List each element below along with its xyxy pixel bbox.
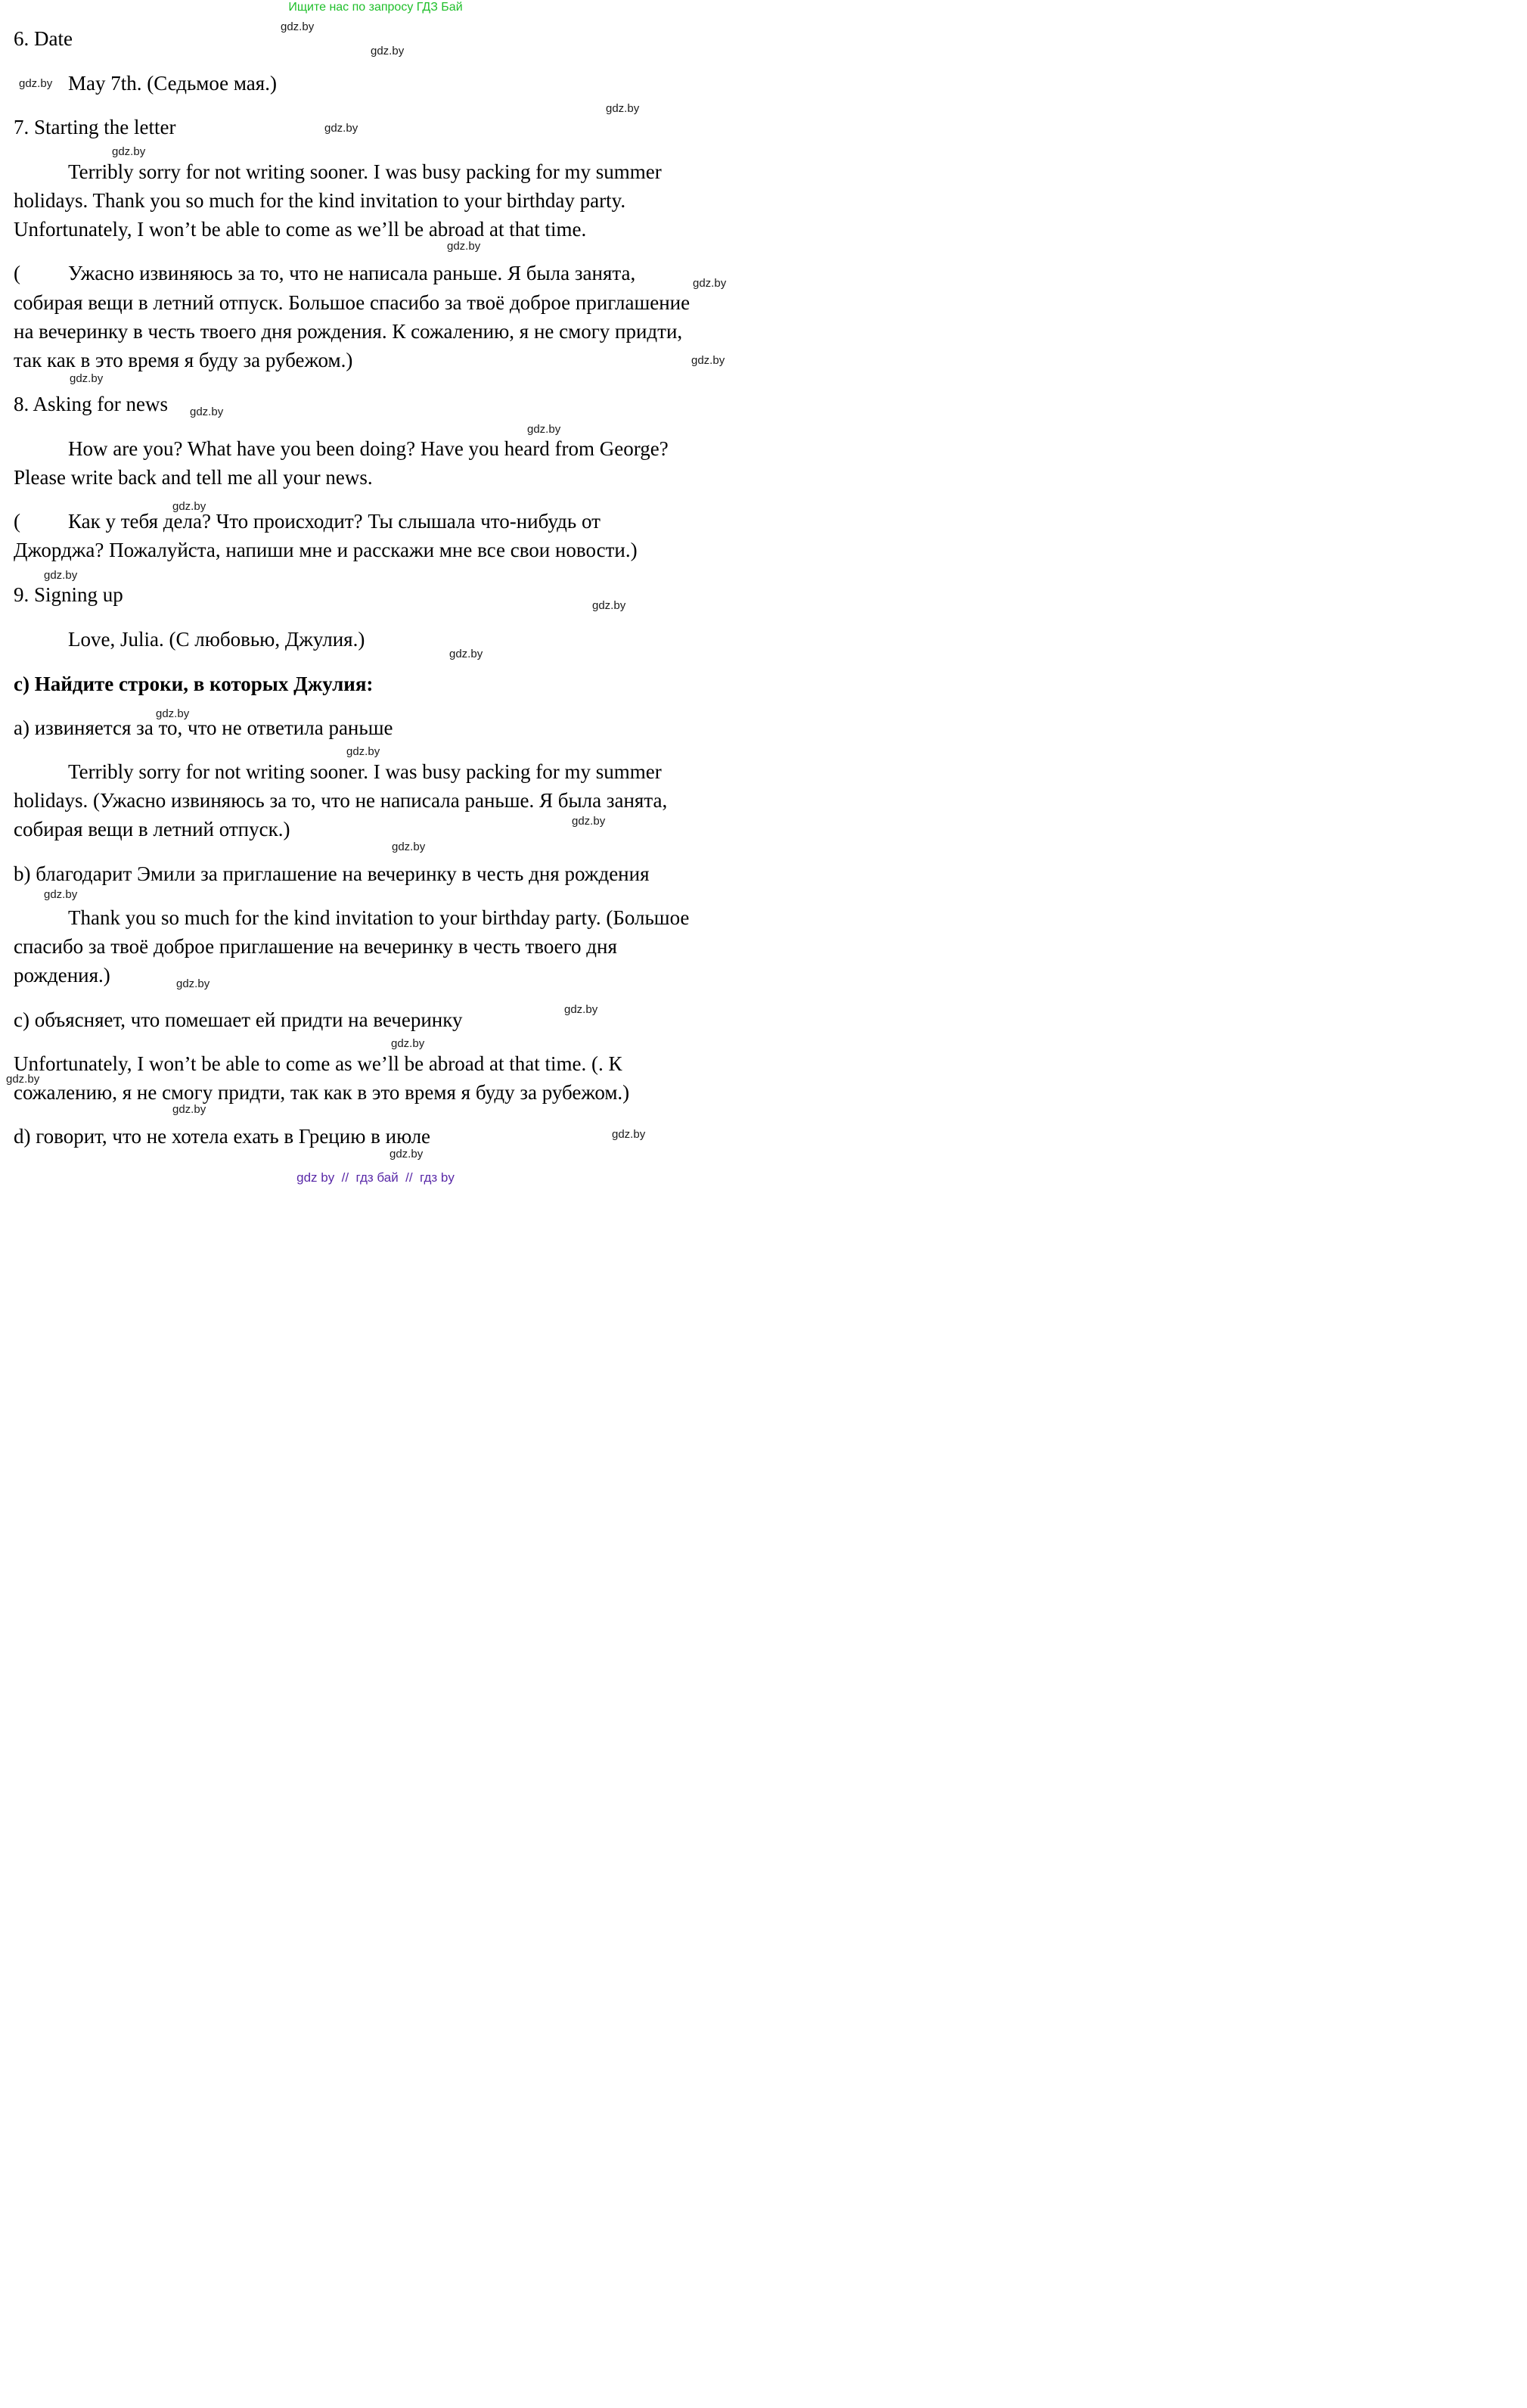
footer-links[interactable]: gdz by // гдз бай // гдз by: [296, 1170, 455, 1185]
watermark: gdz.by: [172, 500, 206, 513]
watermark: gdz.by: [392, 840, 426, 853]
date-text: May 7th. (Седьмое мая.): [68, 72, 277, 95]
text-line: holidays. Thank you so much for the kind invitation to your birthday party.: [14, 189, 626, 212]
top-banner: Ищите нас по запросу ГДЗ Бай: [288, 1, 463, 14]
text-line: Unfortunately, I won’t be able to come as we’ll be abroad at that time.: [14, 218, 587, 241]
paren-open: (: [14, 262, 20, 284]
watermark: gdz.by: [391, 1037, 425, 1050]
text-line: Unfortunately, I won’t be able to come as we’ll be abroad at that time. (. К: [14, 1052, 622, 1075]
watermark: gdz.by: [44, 569, 78, 582]
heading-signing-up: 9. Signing up: [14, 583, 123, 606]
text-line: Джорджа? Пожалуйста, напиши мне и расскажи мне все свои новости.): [14, 539, 638, 561]
watermark: gdz.by: [447, 240, 481, 253]
text-line: Ужасно извиняюсь за то, что не написала раньше. Я была занята,: [68, 262, 636, 284]
task-item-c: c) объясняет, что помешает ей придти на вечеринку: [14, 1008, 463, 1031]
watermark: gdz.by: [564, 1003, 598, 1016]
text-line: How are you? What have you been doing? Have you heard from George?: [68, 437, 669, 460]
watermark: gdz.by: [190, 405, 224, 418]
watermark: gdz.by: [572, 815, 606, 828]
task-item-d: d) говорит, что не хотела ехать в Грецию в июле: [14, 1125, 431, 1148]
text-line: рождения.): [14, 964, 110, 987]
text-line: на вечеринку в честь твоего дня рождения. К сожалению, я не смогу придти,: [14, 320, 683, 343]
watermark: gdz.by: [390, 1148, 424, 1161]
heading-asking-news: 8. Asking for news: [14, 393, 168, 415]
watermark: gdz.by: [527, 423, 561, 436]
paren-open: (: [14, 510, 20, 533]
text-line: Thank you so much for the kind invitation to your birthday party. (Большое: [68, 906, 690, 929]
heading-starting-letter: 7. Starting the letter: [14, 116, 176, 138]
watermark: gdz.by: [371, 45, 405, 57]
text-line: собирая вещи в летний отпуск. Большое спасибо за твоё доброе приглашение: [14, 291, 691, 314]
text-line: так как в это время я буду за рубежом.): [14, 349, 353, 371]
text-line: holidays. (Ужасно извиняюсь за то, что не написала раньше. Я была занята,: [14, 789, 668, 812]
watermark: gdz.by: [281, 20, 315, 33]
text-line: Please write back and tell me all your news.: [14, 466, 373, 489]
watermark: gdz.by: [156, 707, 190, 720]
watermark: gdz.by: [6, 1073, 40, 1086]
watermark: gdz.by: [70, 372, 104, 385]
heading-date: 6. Date: [14, 27, 73, 50]
text-line: Как у тебя дела? Что происходит? Ты слышала что-нибудь от: [68, 510, 601, 533]
text-line: Terribly sorry for not writing sooner. I was busy packing for my summer: [68, 760, 662, 783]
watermark: gdz.by: [324, 122, 358, 135]
watermark: gdz.by: [606, 102, 640, 115]
watermark: gdz.by: [449, 648, 483, 660]
watermark: gdz.by: [693, 277, 727, 290]
watermark: gdz.by: [19, 77, 53, 90]
watermark: gdz.by: [592, 599, 626, 612]
task-item-b: b) благодарит Эмили за приглашение на вечеринку в честь дня рождения: [14, 862, 650, 885]
text-line: Terribly sorry for not writing sooner. I was busy packing for my summer: [68, 160, 662, 183]
text-line: спасибо за твоё доброе приглашение на вечеринку в честь твоего дня: [14, 935, 617, 958]
text-line: сожалению, я не смогу придти, так как в это время я буду за рубежом.): [14, 1081, 630, 1104]
text-line: собирая вещи в летний отпуск.): [14, 818, 290, 840]
task-item-a: a) извиняется за то, что не ответила раньше: [14, 716, 393, 739]
watermark: gdz.by: [44, 888, 78, 901]
watermark: gdz.by: [172, 1103, 206, 1116]
watermark: gdz.by: [346, 745, 380, 758]
task-heading: c) Найдите строки, в которых Джулия:: [14, 673, 374, 695]
watermark: gdz.by: [612, 1128, 646, 1141]
text-line: Love, Julia. (С любовью, Джулия.): [68, 628, 365, 651]
watermark: gdz.by: [176, 977, 210, 990]
watermark: gdz.by: [112, 145, 146, 158]
watermark: gdz.by: [691, 354, 725, 367]
